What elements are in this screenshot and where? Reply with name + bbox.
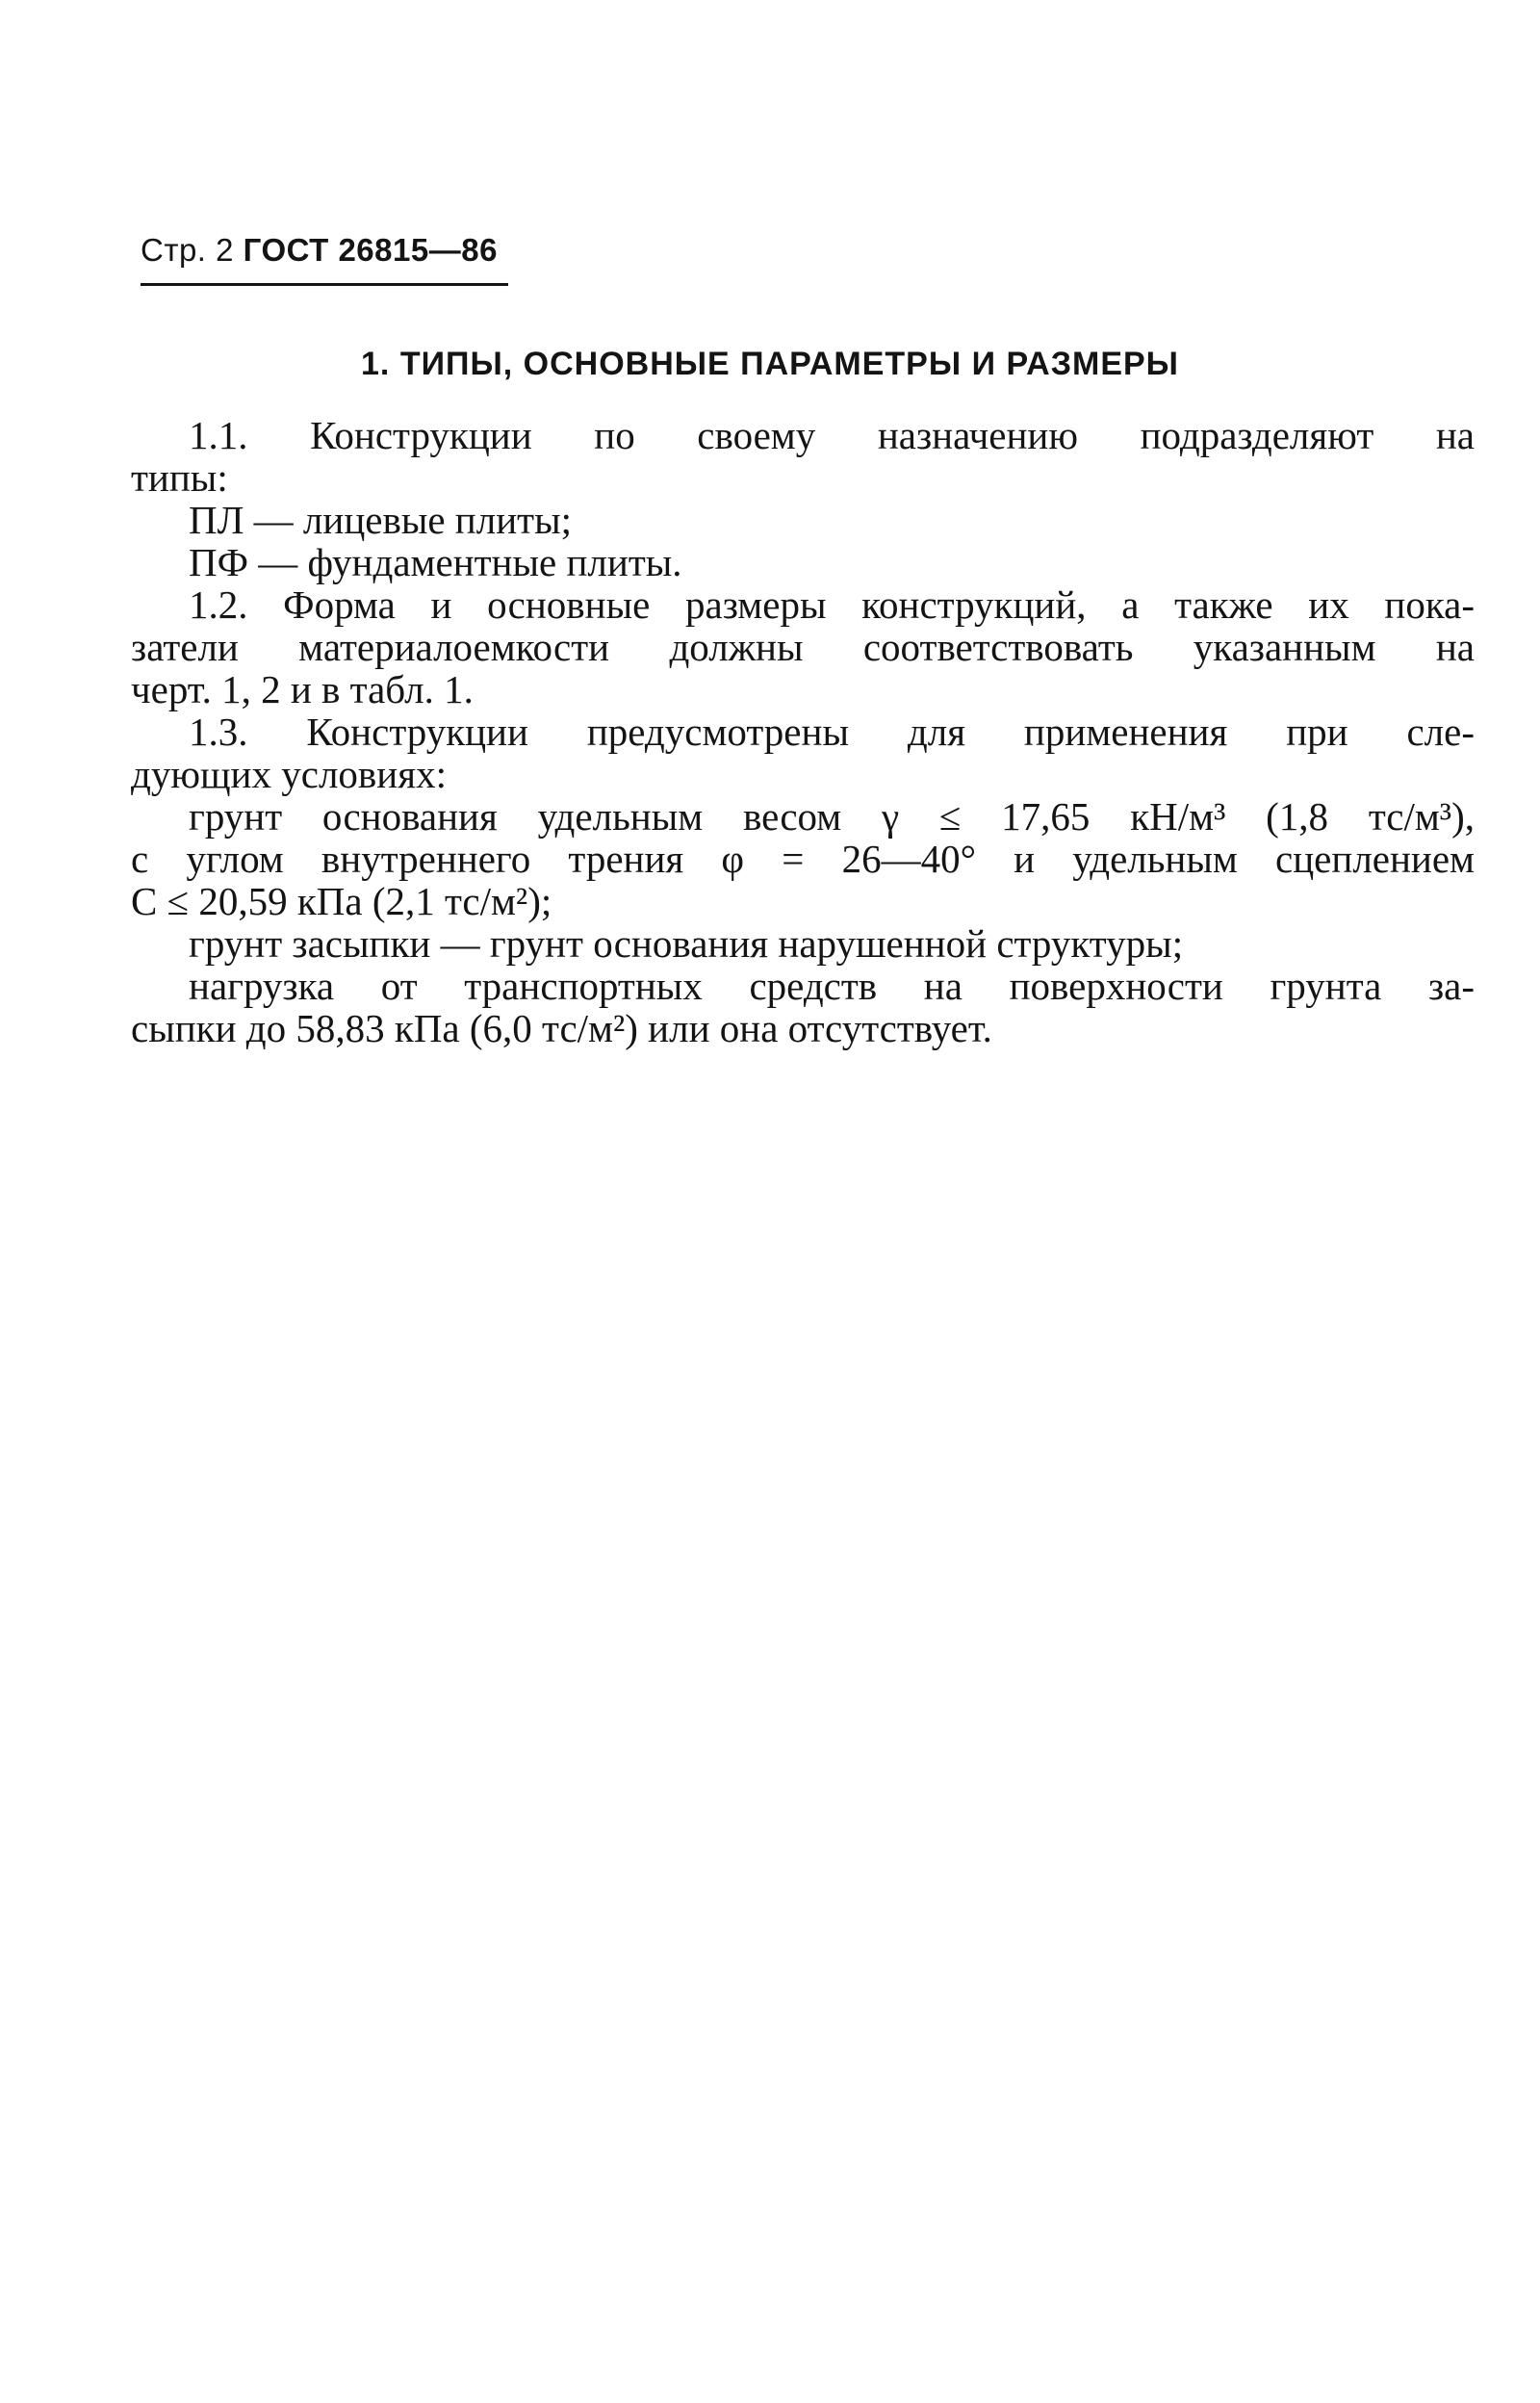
type-item-pf: ПФ — фундаментные плиты. (189, 540, 682, 584)
clause-1-2-line-3: черт. 1, 2 и в табл. 1. (131, 667, 474, 711)
clause-1-1-line-2: типы: (131, 455, 228, 500)
clause-1-3-line-2: дующих условиях: (131, 752, 447, 796)
type-item-pl: ПЛ — лицевые плиты; (189, 498, 573, 542)
clause-1-3-line-1: 1.3. Конструкции предусмотрены для применения при сле- (189, 710, 1475, 754)
page-header-text (141, 231, 516, 270)
section-heading: 1. ТИПЫ, ОСНОВНЫЕ ПАРАМЕТРЫ И РАЗМЕРЫ (361, 346, 1179, 382)
page-header (141, 231, 516, 286)
header-rule (141, 283, 508, 286)
load-line-2: сыпки до 58,83 кПа (6,0 тс/м²) или она отсутствует. (131, 1006, 992, 1050)
standard-code: ГОСТ 26815—86 (243, 232, 498, 268)
body-text (131, 414, 1475, 1049)
clause-1-2-line-2: затели материалоемкости должны соответствовать указанным на (131, 625, 1475, 669)
soil-base-line-1: грунт основания удельным весом γ ≤ 17,65 кН/м³ (1,8 тс/м³), (189, 794, 1475, 839)
soil-base-line-2: с углом внутреннего трения φ = 26—40° и удельным сцеплением (131, 837, 1475, 881)
load-line-1: нагрузка от транспортных средств на поверхности грунта за- (189, 964, 1475, 1008)
clause-1-2-line-1: 1.2. Форма и основные размеры конструкций, а также их пока- (189, 582, 1475, 627)
backfill-line: грунт засыпки — грунт основания нарушенной структуры; (189, 921, 1184, 966)
page-number-label: Стр. 2 (141, 232, 234, 268)
clause-1-1-line-1: 1.1. Конструкции по своему назначению подразделяют на (189, 413, 1475, 457)
soil-base-line-3: C ≤ 20,59 кПа (2,1 тс/м²); (131, 879, 552, 923)
